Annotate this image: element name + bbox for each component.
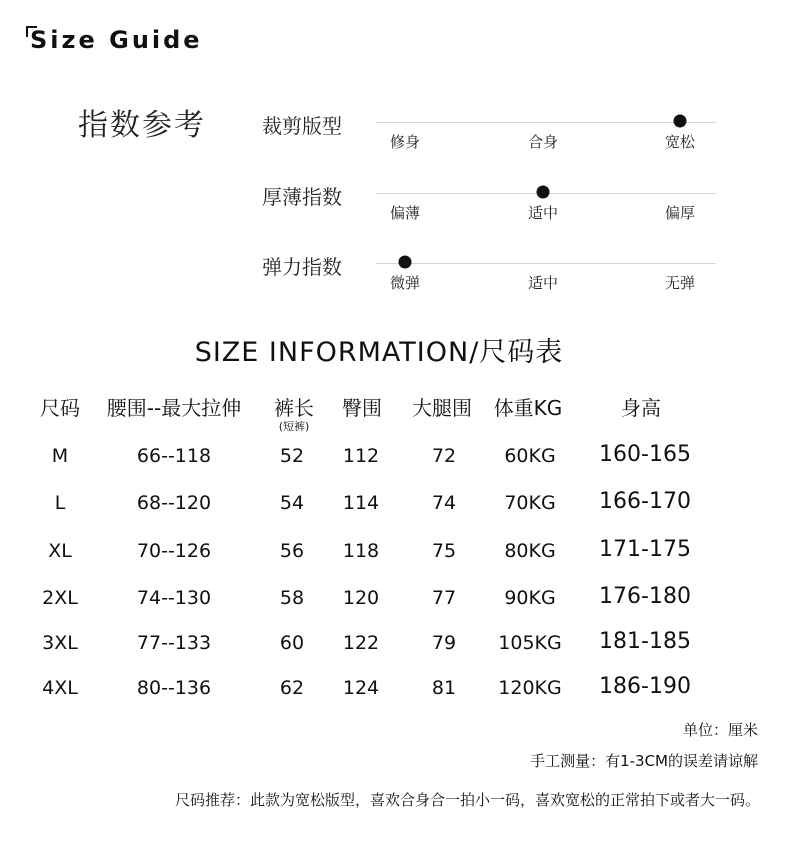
index-label: 厚薄指数	[262, 185, 342, 209]
cell-height: 160-165	[599, 442, 691, 467]
header-weight: 体重KG	[493, 396, 563, 420]
cell-height: 186-190	[599, 674, 691, 699]
index-option: 偏厚	[664, 204, 696, 222]
cell-hip: 122	[342, 632, 380, 654]
cell-weight: 105KG	[498, 632, 562, 654]
cell-size: XL	[48, 540, 72, 562]
cell-hip: 124	[342, 677, 380, 699]
cell-thigh: 72	[431, 445, 457, 467]
cell-waist: 66--118	[136, 445, 212, 467]
header-waist: 腰围--最大拉伸	[106, 396, 242, 420]
unit-note: 单位：厘米	[682, 721, 758, 739]
cell-size: L	[54, 492, 66, 514]
cell-waist: 68--120	[136, 492, 212, 514]
cell-hip: 118	[342, 540, 380, 562]
cell-size: 2XL	[42, 587, 78, 609]
cell-hip: 114	[342, 492, 380, 514]
header-hip: 臀围	[342, 396, 382, 420]
header-size: 尺码	[40, 396, 80, 420]
size-table-title: SIZE INFORMATION/尺码表	[194, 337, 564, 368]
index-scale-line	[376, 122, 716, 123]
cell-height: 166-170	[599, 489, 691, 514]
cell-size: 4XL	[42, 677, 78, 699]
cell-size: 3XL	[42, 632, 78, 654]
cell-waist: 80--136	[136, 677, 212, 699]
cell-length: 56	[279, 540, 305, 562]
index-label: 弹力指数	[262, 255, 342, 279]
index-option: 合身	[527, 133, 559, 151]
page-title: Size Guide	[30, 26, 203, 54]
cell-thigh: 77	[431, 587, 457, 609]
cell-length: 52	[279, 445, 305, 467]
cell-height: 176-180	[599, 584, 691, 609]
cell-length: 58	[279, 587, 305, 609]
index-option: 适中	[527, 274, 559, 292]
cell-hip: 120	[342, 587, 380, 609]
cell-size: M	[51, 445, 69, 467]
cell-height: 171-175	[599, 537, 691, 562]
cell-weight: 90KG	[504, 587, 556, 609]
index-label: 裁剪版型	[262, 114, 342, 138]
index-scale-line	[376, 263, 716, 264]
index-option: 适中	[527, 204, 559, 222]
index-option: 宽松	[664, 133, 696, 151]
cell-weight: 70KG	[504, 492, 556, 514]
index-marker-dot-icon	[399, 256, 412, 269]
index-marker-dot-icon	[537, 186, 550, 199]
header-length: 裤长	[274, 396, 314, 420]
size-recommendation-note: 尺码推荐：此款为宽松版型，喜欢合身合一拍小一码，喜欢宽松的正常拍下或者大一码。	[174, 791, 760, 809]
index-option: 无弹	[664, 274, 696, 292]
cell-weight: 120KG	[498, 677, 562, 699]
cell-length: 54	[279, 492, 305, 514]
header-height: 身高	[621, 396, 661, 420]
cell-weight: 80KG	[504, 540, 556, 562]
cell-weight: 60KG	[504, 445, 556, 467]
index-option: 偏薄	[389, 204, 421, 222]
cell-thigh: 74	[431, 492, 457, 514]
index-reference-heading: 指数参考	[78, 108, 206, 143]
index-option: 修身	[389, 133, 421, 151]
index-marker-dot-icon	[674, 115, 687, 128]
header-thigh: 大腿围	[412, 396, 472, 420]
cell-height: 181-185	[599, 629, 691, 654]
index-option: 微弹	[389, 274, 421, 292]
cell-thigh: 81	[431, 677, 457, 699]
cell-waist: 74--130	[136, 587, 212, 609]
cell-length: 60	[279, 632, 305, 654]
cell-thigh: 79	[431, 632, 457, 654]
cell-waist: 70--126	[136, 540, 212, 562]
header-length-note: (短裤)	[278, 420, 310, 433]
cell-length: 62	[279, 677, 305, 699]
cell-hip: 112	[342, 445, 380, 467]
cell-thigh: 75	[431, 540, 457, 562]
measurement-note: 手工测量：有1-3CM的误差请谅解	[530, 752, 758, 770]
cell-waist: 77--133	[136, 632, 212, 654]
